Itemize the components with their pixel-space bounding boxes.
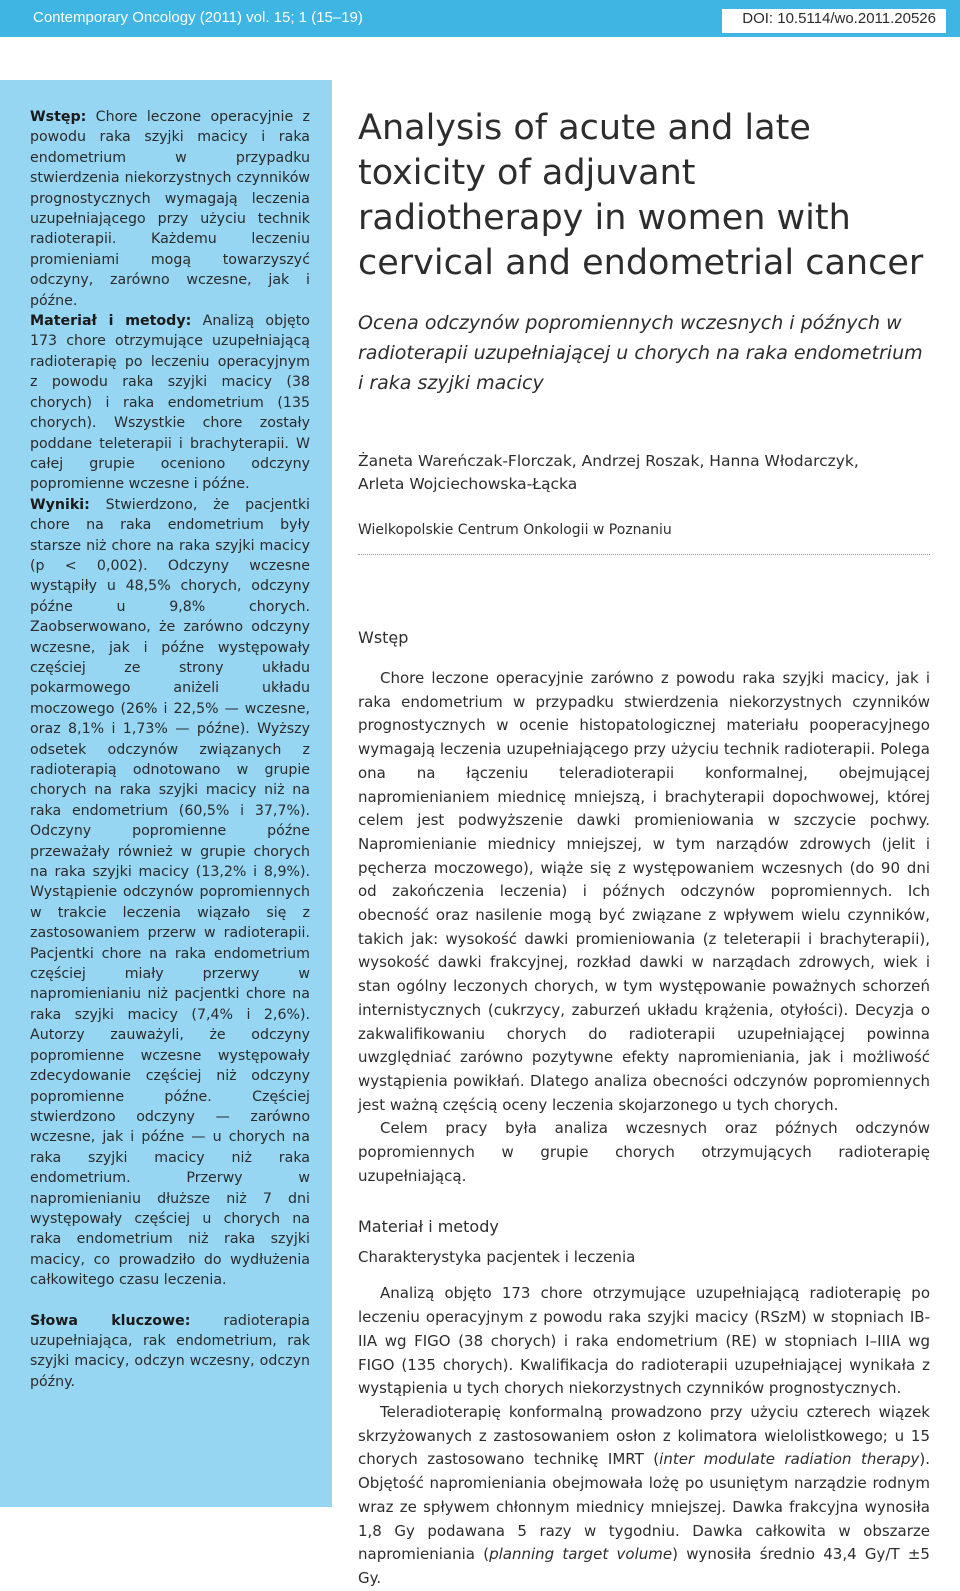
dotted-divider <box>358 554 930 555</box>
article-subtitle: Ocena odczynów popromiennych wczesnych i późnych w radioterapii uzupełniającej u chorych na raka endometrium i raka szyjki macicy <box>358 312 923 394</box>
methods-paragraph-2 <box>358 1401 930 1591</box>
abstract-intro-text: Chore leczone operacyjnie z powodu raka szyjki macicy i raka endometrium w przypadku stwierdzenia niekorzystnych czynników prognostycznych wymagają leczenia uzupełniającego przy użyciu technik radioterapii. Każdemu leczeniu promieniami mogą towarzyszyć odczyny, zarówno wczesne, jak i późne. <box>30 109 310 309</box>
abstract-text <box>30 107 310 1392</box>
methods-p2-text-a: Teleradioterapię konformalną prowadzono przy użyciu czterech wiązek skrzyżowanych z zastosowaniem osłon z kolimatora wielolistkowego; u 15 chorych zastosowano technikę IMRT ( <box>358 1402 930 1469</box>
abstract-results <box>30 495 310 1291</box>
methods-p2-text-c: ) wynosiła średnio 43,4 Gy/T ±5 Gy. <box>358 1545 930 1587</box>
intro-heading: Wstęp <box>358 628 409 647</box>
doi-label: DOI: 10.5114/wo.2011.20526 <box>722 9 946 33</box>
methods-p2-text-b: ). Objętość napromieniania obejmowała lożę po usuniętym narządzie rodnym wraz ze spływem chłonnym miednicy mniejszej. Dawka frakcyjna wynosiła 1,8 Gy podawana 5 razy w tygodniu. Dawka całkowita w obszarze napromieniania ( <box>358 1450 931 1564</box>
abstract-intro-label: Wstęp: <box>30 109 87 125</box>
methods-subheading: Charakterystyka pacjentek i leczenia <box>358 1248 636 1267</box>
intro-paragraph-1: Chore leczone operacyjnie zarówno z powodu raka szyjki macicy, jak i raka endometrium w przypadku stwierdzenia niekorzystnych czynników prognostycznych w ocenie histopatologicznej materiału pooperacyjnego wymagają leczenia uzupełniającego przy użyciu technik radioterapii. Polega ona na łączeniu teleradioterapii konformalnej, obejmującej napromienianiem miednicę mniejszą, i brachyterapii dopochwowej, której celem jest podwyższenie dawki promieniowania w szczycie pochwy. Napromienianie miednicy mniejszej, w tym narządów zdrowych (jelit i pęcherza moczowego), wiąże się z występowaniem wczesnych (do 90 dni od zakończenia leczenia) i późnych odczynów popromiennych. Ich obecność oraz nasilenie mogą być związane z wpływem wielu czynników, takich jak: wysokość dawki promieniowania (z teleterapii i brachyterapii), wysokość dawki frakcyjnej, rozkład dawki w narządach zdrowych, wiek i stan ogólny leczonych chorych, w tym występowanie poważnych schorzeń internistycznych (cukrzycy, zaburzeń układu krążenia, otyłości). Decyzja o zakwalifikowaniu chorych do radioterapii uzupełniającej powinna uwzględniać zarówno pozytywne efekty napromieniania, jak i możliwość wystąpienia powikłań. Dlatego analiza obecności odczynów popromiennych jest ważną częścią oceny leczenia skojarzonego u tych chorych. <box>358 669 930 1114</box>
article-main-column <box>358 106 930 1591</box>
abstract-methods-label: Materiał i metody: <box>30 313 192 330</box>
journal-header-bar <box>0 0 960 37</box>
abstract-intro <box>30 107 310 311</box>
authors-line-1: Żaneta Wareńczak-Florczak, Andrzej Roszak, Hanna Włodarczyk, <box>358 452 859 470</box>
abstract-keywords <box>30 1311 310 1393</box>
journal-citation: Contemporary Oncology (2011) vol. 15; 1 (15–19) <box>33 9 363 26</box>
methods-p2-italic-2: planning target volume <box>489 1545 673 1564</box>
authors-line-2: Arleta Wojciechowska-Łącka <box>358 475 578 493</box>
abstract-methods <box>30 311 310 495</box>
abstract-keywords-label: Słowa kluczowe: <box>30 1312 191 1329</box>
intro-body <box>358 667 930 1188</box>
methods-body <box>358 1282 930 1590</box>
abstract-keywords-text: radioterapia uzupełniająca, rak endometrium, rak szyjki macicy, odczyn wczesny, odczyn późny. <box>30 1312 310 1390</box>
abstract-results-text: Stwierdzono, że pacjentki chore na raka endometrium były starsze niż chore na raka szyjki macicy (p < 0,002). Odczyny wczesne wystąpiły u 48,5% chorych, odczyny późne u 9,8% chorych. Zaobserwowano, że zarówno odczyny wczesne, jak i późne występowały częściej ze strony układu pokarmowego aniżeli układu moczowego (26% i 22,5% — wczesne, oraz 8,1% i 1,73% — późne). Wyższy odsetek odczynów związanych z radioterapią odnotowano w grupie chorych na raka szyjki macicy niż na raka endometrium (60,5% i 37,7%). Odczyny popromienne późne przeważały również w grupie chorych na raka szyjki macicy (13,2% i 8,9%). Wystąpienie odczynów popromiennych w trakcie leczenia wiązało się z zastosowaniem przerw w radioterapii. Pacjentki chore na raka endometrium częściej miały przerwy w napromienianiu niż pacjentki chore na raka szyjki macicy (7,4% i 2,6%). Autorzy zauważyli, że odczyny popromienne wczesne występowały zdecydowanie częściej niż odczyny popromienne późne. Częściej stwierdzono odczyny — zarówno wczesne, jak i późne — u chorych na raka szyjki macicy niż raka endometrium. Przerwy w napromienianiu dłuższe niż 7 dni występowały częściej u chorych na raka endometrium niż raka szyjki macicy, co prowadziło do wydłużenia całkowitego czasu leczenia. <box>30 496 310 1289</box>
abstract-methods-text: Analizą objęto 173 chore otrzymujące uzupełniającą radioterapię po leczeniu operacyjnym z powodu raka szyjki macicy (38 chorych) i raka endometrium (135 chorych). Wszystkie chore zostały poddane teleterapii i brachyterapii. W całej grupie oceniono odczyny popromienne wczesne i późne. <box>30 313 310 493</box>
author-list <box>358 450 930 496</box>
methods-paragraph-1: Analizą objęto 173 chore otrzymujące uzupełniającą radioterapię po leczeniu operacyjnym z powodu raka szyjki macicy (RSzM) w stopniach IB-IIA wg FIGO (38 chorych) i raka endometrium (RE) w stopniach I–IIIA wg FIGO (135 chorych). Kwalifikacja do radioterapii uzupełniającej wynikała z wystąpienia u tych chorych niekorzystnych czynników prognostycznych. <box>358 1284 930 1398</box>
abstract-results-label: Wyniki: <box>30 496 90 513</box>
affiliation: Wielkopolskie Centrum Onkologii w Poznaniu <box>358 522 672 538</box>
article-title: Analysis of acute and late toxicity of adjuvant radiotherapy in women with cervical and endometrial cancer <box>358 108 924 283</box>
intro-paragraph-2: Celem pracy była analiza wczesnych oraz późnych odczynów popromiennych w grupie chorych otrzymujących radioterapię uzupełniającą. <box>358 1119 930 1185</box>
methods-heading: Materiał i metody <box>358 1217 499 1237</box>
methods-p2-italic-1: inter modulate radiation therapy <box>659 1450 920 1469</box>
